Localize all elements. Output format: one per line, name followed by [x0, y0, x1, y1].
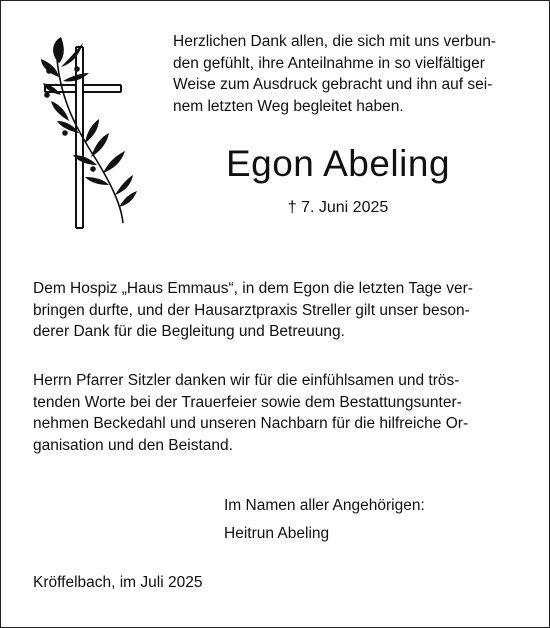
paragraph-line: derer Dank für die Begleitung und Betreuung. — [33, 323, 345, 340]
intro-line: Weise zum Ausdruck gebracht und ihn auf sei- — [173, 76, 493, 93]
thanks-paragraph-pastor — [33, 370, 521, 456]
intro-line: nem letzten Weg begleitet haben. — [173, 97, 404, 115]
intro-line: den gefühlt, ihre Anteilnahme in so vielfältiger — [173, 54, 485, 72]
thanks-paragraph-hospice — [33, 278, 521, 343]
paragraph-line: tenden Worte bei der Trauerfeier sowie dem Bestattungsunter- — [33, 393, 462, 411]
death-date: † 7. Juni 2025 — [287, 199, 389, 216]
paragraph-line: Herrn Pfarrer Sitzler danken wir für die einfühlsamen und trös- — [33, 372, 460, 389]
intro-text — [173, 31, 525, 117]
place-date: Kröffelbach, im Juli 2025 — [33, 574, 203, 591]
paragraph-line: Dem Hospiz „Haus Emmaus“, in dem Egon die letzten Tage ver- — [33, 280, 473, 297]
cross-with-olive-branch-icon — [39, 33, 149, 233]
signature-intro: Im Namen aller Angehörigen: — [224, 497, 425, 514]
paragraph-line: ganisation und den Beistand. — [33, 436, 233, 454]
signature-name: Heitrun Abeling — [224, 525, 330, 542]
intro-line: Herzlichen Dank allen, die sich mit uns verbun- — [173, 33, 497, 50]
paragraph-line: bringen durfte, und der Hausarztpraxis Streller gilt unser beson- — [33, 301, 470, 319]
deceased-name: Egon Abeling — [225, 143, 451, 184]
paragraph-line: nehmen Beckedahl und unseren Nachbarn für die hilfreiche Or- — [33, 415, 469, 432]
